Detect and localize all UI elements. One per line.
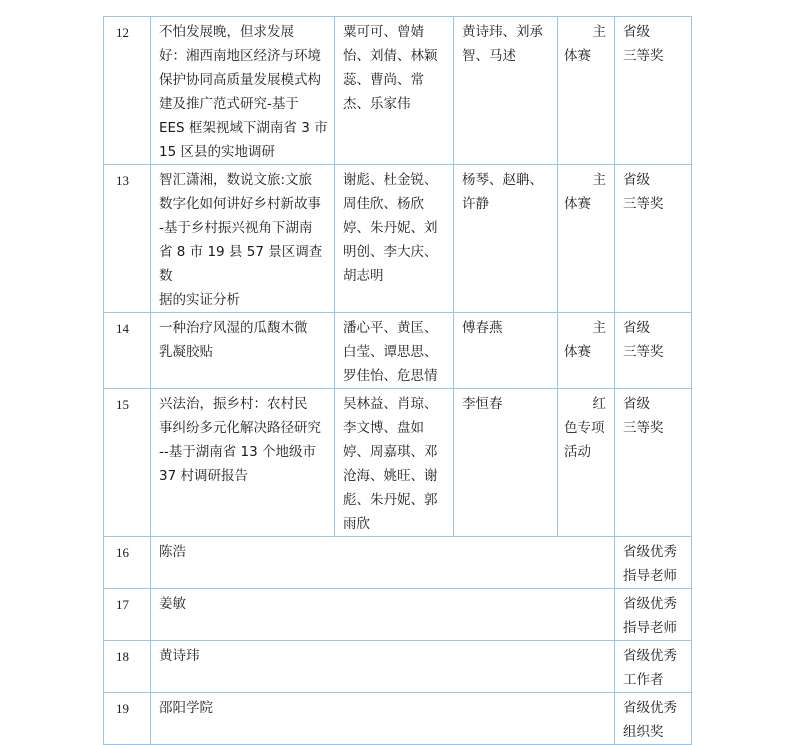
- text-line: 省级优秀: [623, 700, 677, 716]
- text-line: 谢彪、杜金锐、: [343, 172, 438, 188]
- text-line: 一种治疗风湿的瓜馥木微: [159, 320, 308, 336]
- table-row: [104, 389, 692, 537]
- text-line: EES 框架视域下湖南省 3 市: [159, 120, 328, 136]
- row-number: 15: [104, 389, 151, 537]
- recipient-name-cell: 陈浩: [151, 537, 615, 589]
- text-line: 省级: [623, 172, 650, 188]
- text-line: 杨琴、赵聃、: [462, 172, 543, 188]
- row-number: 13: [104, 165, 151, 313]
- text-line: 据的实证分析: [159, 292, 240, 308]
- text-line: 智、马述: [462, 48, 516, 64]
- row-number: 16: [104, 537, 151, 589]
- text-line: 蕊、曹尚、常: [343, 72, 424, 88]
- project-title-cell: [151, 165, 335, 313]
- text-line: 周佳欣、杨欣: [343, 196, 424, 212]
- advisors-cell: [454, 313, 558, 389]
- table-row: [104, 313, 692, 389]
- row-number: 14: [104, 313, 151, 389]
- text-line: 省 8 市 19 县 57 景区调查数: [159, 244, 323, 284]
- text-line: 体赛: [564, 344, 591, 360]
- text-line: 主: [592, 172, 606, 188]
- award-cell: [615, 537, 692, 589]
- text-line: 黄诗玮、刘承: [462, 24, 543, 40]
- text-line: 傅春燕: [462, 320, 503, 336]
- table-row: [104, 693, 692, 745]
- text-line: 指导老师: [623, 620, 677, 636]
- recipient-name-cell: 邵阳学院: [151, 693, 615, 745]
- team-members-cell: [335, 17, 454, 165]
- text-line: 体赛: [564, 48, 591, 64]
- text-line: 白莹、谭思思、: [343, 344, 438, 360]
- row-number: 19: [104, 693, 151, 745]
- text-line: 三等奖: [623, 344, 664, 360]
- text-line: 胡志明: [343, 268, 384, 284]
- text-line: 红: [592, 396, 606, 412]
- project-title-cell: [151, 389, 335, 537]
- award-cell: [615, 389, 692, 537]
- award-cell: [615, 641, 692, 693]
- text-line: 罗佳怡、危思情: [343, 368, 438, 384]
- awards-table-body: [104, 17, 692, 745]
- row-number: 18: [104, 641, 151, 693]
- text-line: 李文博、盘如: [343, 420, 424, 436]
- team-members-cell: [335, 313, 454, 389]
- recipient-name-cell: 姜敏: [151, 589, 615, 641]
- text-line: 体赛: [564, 196, 591, 212]
- text-line: 三等奖: [623, 420, 664, 436]
- advisors-cell: [454, 165, 558, 313]
- text-line: 37 村调研报告: [159, 468, 248, 484]
- text-line: 15 区县的实地调研: [159, 144, 275, 160]
- row-number: 17: [104, 589, 151, 641]
- text-line: --基于湖南省 13 个地级市: [159, 444, 317, 460]
- text-line: 粟可可、曾婧: [343, 24, 424, 40]
- text-line: 许静: [462, 196, 489, 212]
- text-line: 保护协同高质量发展模式构: [159, 72, 321, 88]
- award-cell: [615, 693, 692, 745]
- team-members-cell: [335, 389, 454, 537]
- text-line: 活动: [564, 444, 591, 460]
- recipient-name-cell: 黄诗玮: [151, 641, 615, 693]
- award-cell: [615, 17, 692, 165]
- text-line: 怡、刘倩、林颖: [343, 48, 438, 64]
- text-line: 三等奖: [623, 48, 664, 64]
- table-row: [104, 165, 692, 313]
- text-line: 组织奖: [623, 724, 664, 740]
- text-line: 事纠纷多元化解决路径研究: [159, 420, 321, 436]
- text-line: 指导老师: [623, 568, 677, 584]
- table-row: [104, 17, 692, 165]
- text-line: 雨欣: [343, 516, 370, 532]
- text-line: 彪、朱丹妮、郭: [343, 492, 438, 508]
- text-line: 数字化如何讲好乡村新故事: [159, 196, 321, 212]
- award-cell: [615, 589, 692, 641]
- category-cell: [558, 389, 615, 537]
- text-line: 省级: [623, 24, 650, 40]
- text-line: 吴林益、肖琼、: [343, 396, 438, 412]
- text-line: -基于乡村振兴视角下湖南: [159, 220, 313, 236]
- text-line: 省级优秀: [623, 648, 677, 664]
- text-line: 杰、乐家伟: [343, 96, 411, 112]
- category-cell: [558, 313, 615, 389]
- table-row: [104, 537, 692, 589]
- text-line: 省级: [623, 320, 650, 336]
- row-number: 12: [104, 17, 151, 165]
- text-line: 沧海、姚旺、谢: [343, 468, 438, 484]
- table-row: [104, 641, 692, 693]
- text-line: 建及推广范式研究-基于: [159, 96, 299, 112]
- text-line: 婷、周嘉琪、邓: [343, 444, 438, 460]
- text-line: 三等奖: [623, 196, 664, 212]
- text-line: 省级优秀: [623, 544, 677, 560]
- text-line: 明创、李大庆、: [343, 244, 438, 260]
- text-line: 智汇潇湘，数说文旅:文旅: [159, 172, 313, 188]
- text-line: 工作者: [623, 672, 664, 688]
- awards-table: [103, 16, 692, 745]
- text-line: 乳凝胶贴: [159, 344, 213, 360]
- team-members-cell: [335, 165, 454, 313]
- table-row: [104, 589, 692, 641]
- category-cell: [558, 165, 615, 313]
- advisors-cell: [454, 389, 558, 537]
- text-line: 李恒春: [462, 396, 503, 412]
- category-cell: [558, 17, 615, 165]
- text-line: 不怕发展晚，但求发展: [159, 24, 294, 40]
- advisors-cell: [454, 17, 558, 165]
- award-cell: [615, 313, 692, 389]
- text-line: 好：湘西南地区经济与环境: [159, 48, 321, 64]
- text-line: 婷、朱丹妮、刘: [343, 220, 438, 236]
- text-line: 色专项: [564, 420, 605, 436]
- text-line: 省级: [623, 396, 650, 412]
- text-line: 兴法治，振乡村：农村民: [159, 396, 308, 412]
- text-line: 主: [592, 320, 606, 336]
- project-title-cell: [151, 17, 335, 165]
- text-line: 省级优秀: [623, 596, 677, 612]
- award-cell: [615, 165, 692, 313]
- text-line: 主: [592, 24, 606, 40]
- text-line: 潘心平、黄匡、: [343, 320, 438, 336]
- project-title-cell: [151, 313, 335, 389]
